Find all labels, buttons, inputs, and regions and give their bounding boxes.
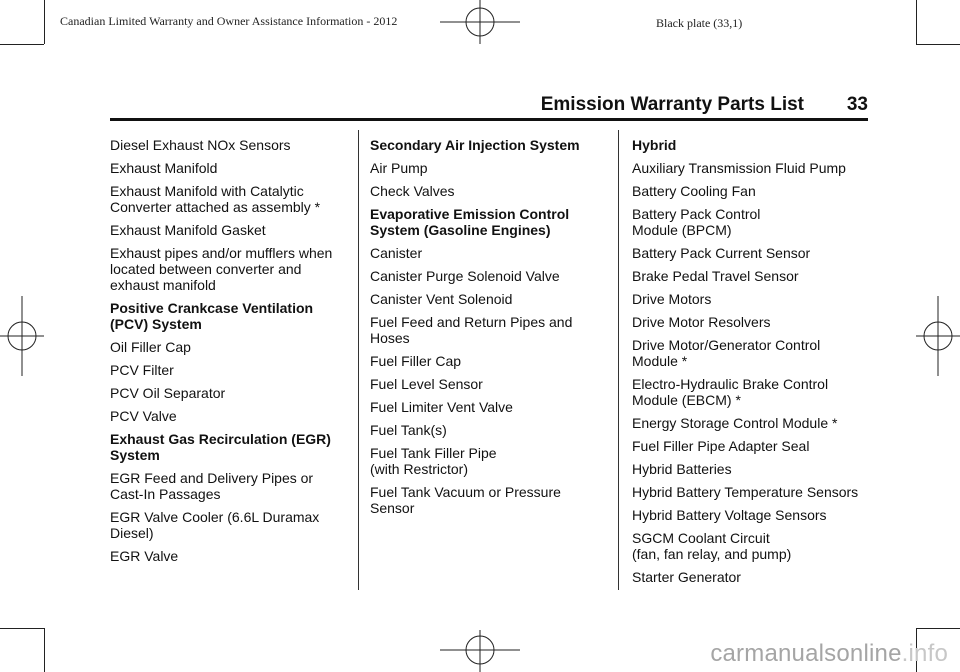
part-item: Exhaust pipes and/or mufflers when located between converter and exhaust manifold (110, 245, 333, 293)
print-header-plate: Black plate (33,1) (656, 16, 743, 30)
part-item: Fuel Level Sensor (370, 376, 483, 392)
part-item: EGR Valve Cooler (6.6L Duramax Diesel) (110, 509, 320, 541)
section-heading: Secondary Air Injection System (370, 137, 580, 153)
part-item: Canister Purge Solenoid Valve (370, 268, 560, 284)
part-item: Fuel Tank Vacuum or Pressure Sensor (370, 484, 561, 516)
registration-mark-icon (0, 296, 44, 376)
registration-mark-icon (916, 296, 960, 376)
part-item: SGCM Coolant Circuit (fan, fan relay, and pump) (632, 530, 792, 562)
part-item: Battery Pack Control Module (BPCM) (632, 206, 761, 238)
part-item: Hybrid Batteries (632, 461, 732, 477)
part-item: Canister Vent Solenoid (370, 291, 513, 307)
part-item: PCV Valve (110, 408, 177, 424)
part-item: Exhaust Manifold (110, 160, 218, 176)
print-header-left: Canadian Limited Warranty and Owner Assistance Information - 2012 (60, 14, 398, 28)
column-divider (618, 130, 619, 590)
parts-column-3 (632, 137, 872, 592)
registration-mark-icon (440, 0, 520, 46)
parts-column-1 (110, 137, 350, 571)
crop-mark-icon (0, 628, 44, 629)
part-item: Exhaust Manifold Gasket (110, 222, 266, 238)
part-item: Drive Motor Resolvers (632, 314, 771, 330)
crop-mark-icon (916, 628, 960, 629)
part-item: EGR Valve (110, 548, 179, 564)
part-item: Drive Motor/Generator Control Module * (632, 337, 821, 369)
registration-mark-icon (440, 628, 520, 672)
part-item: Exhaust Manifold with Catalytic Converter attached as assembly * (110, 183, 321, 215)
part-item: Battery Cooling Fan (632, 183, 756, 199)
part-item: EGR Feed and Delivery Pipes or Cast-In Passages (110, 470, 314, 502)
crop-mark-icon (0, 44, 44, 45)
watermark-suffix: .info (901, 640, 948, 667)
part-item: Energy Storage Control Module * (632, 415, 838, 431)
page-title-row (110, 94, 868, 121)
crop-mark-icon (916, 44, 960, 45)
section-heading: Hybrid (632, 137, 677, 153)
crop-mark-icon (44, 0, 45, 44)
column-divider (358, 130, 359, 590)
part-item: Fuel Filler Cap (370, 353, 462, 369)
part-item: Hybrid Battery Temperature Sensors (632, 484, 859, 500)
part-item: Canister (370, 245, 423, 261)
part-item: Fuel Tank Filler Pipe (with Restrictor) (370, 445, 497, 477)
part-item: Check Valves (370, 183, 455, 199)
section-heading: Positive Crankcase Ventilation (PCV) System (110, 300, 314, 332)
crop-mark-icon (916, 0, 917, 44)
part-item: Fuel Limiter Vent Valve (370, 399, 513, 415)
part-item: Air Pump (370, 160, 428, 176)
parts-column-2 (370, 137, 605, 523)
part-item: Fuel Filler Pipe Adapter Seal (632, 438, 810, 454)
page-title: Emission Warranty Parts List (540, 94, 804, 115)
crop-mark-icon (44, 628, 45, 672)
part-item: Electro-Hydraulic Brake Control Module (EBCM) * (632, 376, 829, 408)
section-heading: Exhaust Gas Recirculation (EGR) System (110, 431, 331, 463)
section-heading: Evaporative Emission Control System (Gasoline Engines) (370, 206, 570, 238)
part-item: Drive Motors (632, 291, 712, 307)
watermark (710, 640, 948, 668)
part-item: Battery Pack Current Sensor (632, 245, 811, 261)
part-item: PCV Filter (110, 362, 174, 378)
page-number: 33 (846, 94, 868, 115)
part-item: Oil Filler Cap (110, 339, 191, 355)
part-item: Diesel Exhaust NOx Sensors (110, 137, 291, 153)
part-item: Fuel Feed and Return Pipes and Hoses (370, 314, 573, 346)
part-item: Hybrid Battery Voltage Sensors (632, 507, 827, 523)
part-item: Starter Generator (632, 569, 741, 585)
part-item: Brake Pedal Travel Sensor (632, 268, 799, 284)
part-item: Auxiliary Transmission Fluid Pump (632, 160, 846, 176)
part-item: Fuel Tank(s) (370, 422, 447, 438)
part-item: PCV Oil Separator (110, 385, 226, 401)
watermark-main: carmanualsonline (710, 640, 902, 667)
